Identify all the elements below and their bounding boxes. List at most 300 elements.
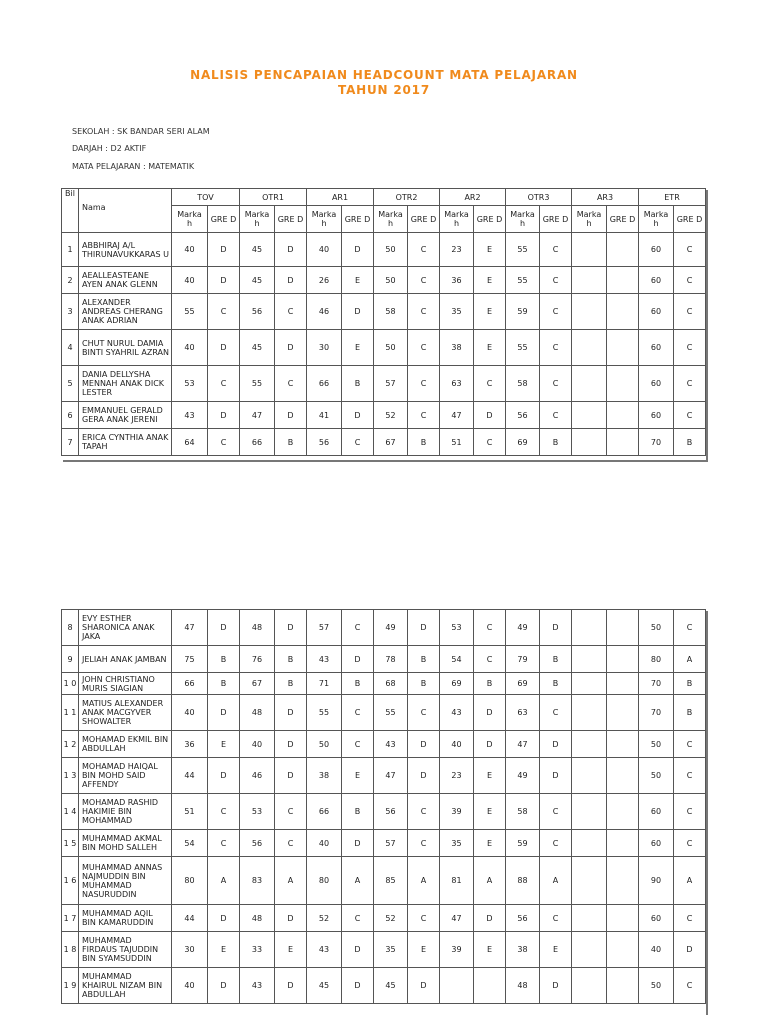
markah-cell: 43 (374, 731, 408, 758)
student-row (62, 366, 706, 402)
gred-cell (607, 402, 639, 429)
markah-cell: 56 (240, 294, 275, 330)
markah-cell: 54 (440, 646, 474, 673)
student-row (62, 905, 706, 932)
gred-cell: C (540, 402, 572, 429)
gred-cell: D (275, 402, 307, 429)
gred-cell (607, 857, 639, 905)
student-row (62, 830, 706, 857)
header-markah: Marka h (172, 206, 208, 233)
bil-cell: 1 9 (62, 968, 79, 1004)
markah-cell: 45 (240, 267, 275, 294)
markah-cell (572, 429, 607, 456)
header-markah: Marka h (506, 206, 540, 233)
markah-cell: 38 (307, 758, 342, 794)
markah-cell (572, 695, 607, 731)
gred-cell: C (674, 402, 706, 429)
gred-cell: C (674, 731, 706, 758)
nama-cell: ERICA CYNTHIA ANAK TAPAH (79, 429, 172, 456)
gred-cell: C (674, 610, 706, 646)
markah-cell (572, 233, 607, 267)
gred-cell: C (208, 830, 240, 857)
gred-cell: B (408, 646, 440, 673)
markah-cell: 55 (506, 233, 540, 267)
gred-cell: D (408, 731, 440, 758)
header-gred: GRE D (275, 206, 307, 233)
bil-cell: 1 (62, 233, 79, 267)
gred-cell: E (474, 330, 506, 366)
gred-cell: D (474, 695, 506, 731)
markah-cell (440, 968, 474, 1004)
nama-cell: MATIUS ALEXANDER ANAK MACGYVER SHOWALTER (79, 695, 172, 731)
markah-cell: 90 (639, 857, 674, 905)
gred-cell (607, 233, 639, 267)
student-row (62, 402, 706, 429)
markah-cell: 64 (172, 429, 208, 456)
markah-cell: 40 (172, 267, 208, 294)
markah-cell: 69 (506, 673, 540, 695)
header-ar1: AR1 (307, 189, 374, 206)
gred-cell: C (540, 794, 572, 830)
markah-cell: 41 (307, 402, 342, 429)
nama-cell: MOHAMAD EKMIL BIN ABDULLAH (79, 731, 172, 758)
bil-cell: 1 5 (62, 830, 79, 857)
gred-cell: C (408, 294, 440, 330)
gred-cell: E (474, 758, 506, 794)
markah-cell (572, 646, 607, 673)
markah-cell: 52 (374, 905, 408, 932)
markah-cell (572, 968, 607, 1004)
header-markah: Marka h (639, 206, 674, 233)
markah-cell: 56 (307, 429, 342, 456)
markah-cell: 26 (307, 267, 342, 294)
results-table-page1 (61, 188, 706, 456)
nama-cell: MUHAMMAD ANNAS NAJMUDDIN BIN MUHAMMAD NASURUDDIN (79, 857, 172, 905)
nama-cell: ALEXANDER ANDREAS CHERANG ANAK ADRIAN (79, 294, 172, 330)
markah-cell: 56 (506, 905, 540, 932)
markah-cell: 40 (307, 233, 342, 267)
markah-cell: 49 (506, 758, 540, 794)
markah-cell: 66 (307, 366, 342, 402)
gred-cell: E (474, 267, 506, 294)
gred-cell: C (342, 610, 374, 646)
gred-cell: E (474, 233, 506, 267)
markah-cell: 79 (506, 646, 540, 673)
markah-cell: 52 (307, 905, 342, 932)
markah-cell: 49 (374, 610, 408, 646)
header-gred: GRE D (540, 206, 572, 233)
gred-cell: C (342, 905, 374, 932)
gred-cell: D (275, 267, 307, 294)
gred-cell: D (275, 731, 307, 758)
gred-cell: C (275, 794, 307, 830)
markah-cell: 57 (374, 830, 408, 857)
gred-cell: B (540, 646, 572, 673)
markah-cell (572, 794, 607, 830)
gred-cell: C (674, 366, 706, 402)
gred-cell: C (674, 330, 706, 366)
gred-cell: D (540, 610, 572, 646)
gred-cell: C (674, 758, 706, 794)
gred-cell: C (540, 830, 572, 857)
student-row (62, 794, 706, 830)
markah-cell (572, 610, 607, 646)
markah-cell: 60 (639, 794, 674, 830)
gred-cell: D (275, 610, 307, 646)
markah-cell: 56 (506, 402, 540, 429)
markah-cell (572, 366, 607, 402)
markah-cell: 47 (240, 402, 275, 429)
markah-cell: 53 (440, 610, 474, 646)
class-label: DARJAH : D2 AKTIF (72, 144, 147, 153)
markah-cell (572, 857, 607, 905)
gred-cell: D (275, 695, 307, 731)
bil-cell: 5 (62, 366, 79, 402)
gred-cell: C (208, 429, 240, 456)
markah-cell: 60 (639, 330, 674, 366)
gred-cell: B (674, 673, 706, 695)
markah-cell: 48 (240, 905, 275, 932)
gred-cell: C (408, 366, 440, 402)
markah-cell: 76 (240, 646, 275, 673)
header-gred: GRE D (408, 206, 440, 233)
gred-cell: C (674, 830, 706, 857)
gred-cell: A (540, 857, 572, 905)
markah-cell: 40 (172, 695, 208, 731)
student-row (62, 294, 706, 330)
markah-cell: 55 (307, 695, 342, 731)
gred-cell (607, 267, 639, 294)
markah-cell: 23 (440, 233, 474, 267)
markah-cell: 50 (307, 731, 342, 758)
header-markah: Marka h (572, 206, 607, 233)
markah-cell: 58 (506, 794, 540, 830)
markah-cell: 51 (172, 794, 208, 830)
markah-cell: 78 (374, 646, 408, 673)
gred-cell (607, 366, 639, 402)
markah-cell: 53 (172, 366, 208, 402)
bil-cell: 1 0 (62, 673, 79, 695)
nama-cell: MUHAMMAD KHAIRUL NIZAM BIN ABDULLAH (79, 968, 172, 1004)
markah-cell: 80 (307, 857, 342, 905)
markah-cell: 55 (506, 330, 540, 366)
markah-cell: 50 (374, 233, 408, 267)
markah-cell: 80 (639, 646, 674, 673)
markah-cell (572, 673, 607, 695)
gred-cell: D (208, 267, 240, 294)
markah-cell: 40 (639, 932, 674, 968)
markah-cell: 39 (440, 932, 474, 968)
markah-cell: 43 (240, 968, 275, 1004)
markah-cell: 66 (172, 673, 208, 695)
markah-cell: 40 (172, 968, 208, 1004)
gred-cell (607, 429, 639, 456)
markah-cell: 43 (307, 646, 342, 673)
markah-cell: 30 (307, 330, 342, 366)
markah-cell: 55 (374, 695, 408, 731)
gred-cell: A (674, 857, 706, 905)
bil-cell: 6 (62, 402, 79, 429)
gred-cell: B (540, 429, 572, 456)
gred-cell: B (208, 646, 240, 673)
bil-cell: 8 (62, 610, 79, 646)
gred-cell (607, 758, 639, 794)
markah-cell: 59 (506, 294, 540, 330)
markah-cell: 46 (307, 294, 342, 330)
bil-cell: 1 7 (62, 905, 79, 932)
gred-cell: E (474, 830, 506, 857)
markah-cell: 71 (307, 673, 342, 695)
markah-cell (572, 402, 607, 429)
markah-cell: 38 (506, 932, 540, 968)
gred-cell: E (474, 932, 506, 968)
gred-cell: C (674, 294, 706, 330)
gred-cell: D (674, 932, 706, 968)
gred-cell: D (275, 968, 307, 1004)
student-row (62, 968, 706, 1004)
markah-cell: 69 (440, 673, 474, 695)
markah-cell: 69 (506, 429, 540, 456)
gred-cell: D (208, 758, 240, 794)
bil-cell: 9 (62, 646, 79, 673)
markah-cell (572, 731, 607, 758)
nama-cell: EMMANUEL GERALD GERA ANAK JERENI (79, 402, 172, 429)
markah-cell: 35 (374, 932, 408, 968)
markah-cell (572, 932, 607, 968)
markah-cell: 39 (440, 794, 474, 830)
gred-cell: B (342, 673, 374, 695)
markah-cell: 45 (240, 330, 275, 366)
gred-cell: D (474, 731, 506, 758)
gred-cell: D (342, 830, 374, 857)
gred-cell (607, 905, 639, 932)
markah-cell: 46 (240, 758, 275, 794)
gred-cell: C (275, 830, 307, 857)
gred-cell: B (474, 673, 506, 695)
gred-cell (607, 610, 639, 646)
student-row (62, 267, 706, 294)
markah-cell: 45 (240, 233, 275, 267)
markah-cell: 59 (506, 830, 540, 857)
markah-cell: 55 (172, 294, 208, 330)
markah-cell: 60 (639, 366, 674, 402)
markah-cell: 40 (172, 330, 208, 366)
markah-cell: 88 (506, 857, 540, 905)
subject-label: MATA PELAJARAN : MATEMATIK (72, 162, 195, 171)
markah-cell: 70 (639, 673, 674, 695)
gred-cell (607, 968, 639, 1004)
gred-cell: D (342, 968, 374, 1004)
gred-cell: E (342, 758, 374, 794)
gred-cell: D (342, 233, 374, 267)
markah-cell: 67 (374, 429, 408, 456)
markah-cell: 48 (240, 695, 275, 731)
gred-cell: C (408, 794, 440, 830)
nama-cell: MUHAMMAD AKMAL BIN MOHD SALLEH (79, 830, 172, 857)
gred-cell: E (208, 932, 240, 968)
gred-cell: C (408, 330, 440, 366)
markah-cell: 55 (240, 366, 275, 402)
school-label: SEKOLAH : SK BANDAR SERI ALAM (72, 127, 210, 136)
gred-cell: C (674, 968, 706, 1004)
markah-cell: 57 (374, 366, 408, 402)
markah-cell: 67 (240, 673, 275, 695)
markah-cell: 63 (440, 366, 474, 402)
bil-cell: 3 (62, 294, 79, 330)
gred-cell: A (208, 857, 240, 905)
gred-cell: E (342, 267, 374, 294)
markah-cell (572, 758, 607, 794)
bil-cell: 1 8 (62, 932, 79, 968)
markah-cell: 56 (374, 794, 408, 830)
gred-cell: D (208, 968, 240, 1004)
gred-cell: B (275, 646, 307, 673)
student-row (62, 610, 706, 646)
gred-cell: A (408, 857, 440, 905)
nama-cell: JOHN CHRISTIANO MURIS SIAGIAN (79, 673, 172, 695)
markah-cell: 49 (506, 610, 540, 646)
markah-cell: 44 (172, 758, 208, 794)
markah-cell: 47 (506, 731, 540, 758)
markah-cell: 60 (639, 294, 674, 330)
markah-cell: 60 (639, 267, 674, 294)
header-markah: Marka h (307, 206, 342, 233)
markah-cell: 70 (639, 429, 674, 456)
gred-cell (607, 330, 639, 366)
gred-cell: B (674, 429, 706, 456)
markah-cell: 36 (172, 731, 208, 758)
markah-cell: 47 (440, 905, 474, 932)
gred-cell: C (674, 267, 706, 294)
markah-cell: 47 (374, 758, 408, 794)
gred-cell: E (474, 294, 506, 330)
markah-cell: 48 (506, 968, 540, 1004)
gred-cell: D (408, 758, 440, 794)
gred-cell: E (474, 794, 506, 830)
markah-cell: 85 (374, 857, 408, 905)
header-bil: Bil (62, 189, 79, 233)
report-year: TAHUN 2017 (338, 83, 430, 97)
header-gred: GRE D (607, 206, 639, 233)
nama-cell: MUHAMMAD AQIL BIN KAMARUDDIN (79, 905, 172, 932)
nama-cell: ABBHIRAJ A/L THIRUNAVUKKARAS U (79, 233, 172, 267)
gred-cell: B (208, 673, 240, 695)
markah-cell: 53 (240, 794, 275, 830)
header-markah: Marka h (374, 206, 408, 233)
markah-cell: 81 (440, 857, 474, 905)
header-ar2: AR2 (440, 189, 506, 206)
markah-cell: 60 (639, 402, 674, 429)
gred-cell: E (408, 932, 440, 968)
gred-cell (607, 673, 639, 695)
gred-cell: B (674, 695, 706, 731)
markah-cell: 60 (639, 830, 674, 857)
markah-cell: 36 (440, 267, 474, 294)
markah-cell: 52 (374, 402, 408, 429)
report-title: NALISIS PENCAPAIAN HEADCOUNT MATA PELAJARAN (190, 68, 578, 82)
gred-cell: C (408, 830, 440, 857)
markah-cell: 66 (307, 794, 342, 830)
gred-cell: C (674, 233, 706, 267)
gred-cell: C (540, 905, 572, 932)
gred-cell: D (342, 932, 374, 968)
gred-cell: A (275, 857, 307, 905)
student-row (62, 429, 706, 456)
nama-cell: AEALLEASTEANE AYEN ANAK GLENN (79, 267, 172, 294)
header-markah: Marka h (240, 206, 275, 233)
header-otr2: OTR2 (374, 189, 440, 206)
header-etr: ETR (639, 189, 706, 206)
bil-cell: 1 1 (62, 695, 79, 731)
header-markah: Marka h (440, 206, 474, 233)
markah-cell: 60 (639, 233, 674, 267)
gred-cell: C (342, 731, 374, 758)
gred-cell (607, 794, 639, 830)
markah-cell: 43 (307, 932, 342, 968)
gred-cell: D (540, 731, 572, 758)
gred-cell: E (208, 731, 240, 758)
gred-cell: C (540, 267, 572, 294)
markah-cell: 45 (307, 968, 342, 1004)
markah-cell: 56 (240, 830, 275, 857)
gred-cell: D (208, 610, 240, 646)
nama-cell: JELIAH ANAK JAMBAN (79, 646, 172, 673)
gred-cell: C (540, 330, 572, 366)
gred-cell (607, 731, 639, 758)
markah-cell: 38 (440, 330, 474, 366)
gred-cell: D (474, 402, 506, 429)
student-row (62, 330, 706, 366)
gred-cell: C (540, 294, 572, 330)
bil-cell: 1 4 (62, 794, 79, 830)
gred-cell: D (408, 610, 440, 646)
markah-cell: 66 (240, 429, 275, 456)
markah-cell: 51 (440, 429, 474, 456)
gred-cell (607, 294, 639, 330)
gred-cell: B (275, 429, 307, 456)
markah-cell: 58 (506, 366, 540, 402)
gred-cell: C (342, 695, 374, 731)
markah-cell: 60 (639, 905, 674, 932)
markah-cell: 40 (307, 830, 342, 857)
markah-cell: 70 (639, 695, 674, 731)
markah-cell (572, 294, 607, 330)
gred-cell: A (674, 646, 706, 673)
gred-cell: C (674, 794, 706, 830)
bil-cell: 1 6 (62, 857, 79, 905)
markah-cell: 63 (506, 695, 540, 731)
markah-cell: 43 (172, 402, 208, 429)
header-gred: GRE D (342, 206, 374, 233)
header-ar3: AR3 (572, 189, 639, 206)
gred-cell (607, 646, 639, 673)
gred-cell: C (540, 233, 572, 267)
gred-cell: C (540, 366, 572, 402)
gred-cell: D (275, 905, 307, 932)
gred-cell: D (275, 758, 307, 794)
nama-cell: MOHAMAD HAIQAL BIN MOHD SAID AFFENDY (79, 758, 172, 794)
results-table-page2 (61, 609, 706, 1004)
markah-cell (572, 905, 607, 932)
markah-cell: 83 (240, 857, 275, 905)
gred-cell: B (275, 673, 307, 695)
markah-cell: 47 (440, 402, 474, 429)
gred-cell (607, 695, 639, 731)
student-row (62, 646, 706, 673)
markah-cell: 57 (307, 610, 342, 646)
header-otr1: OTR1 (240, 189, 307, 206)
student-row (62, 731, 706, 758)
